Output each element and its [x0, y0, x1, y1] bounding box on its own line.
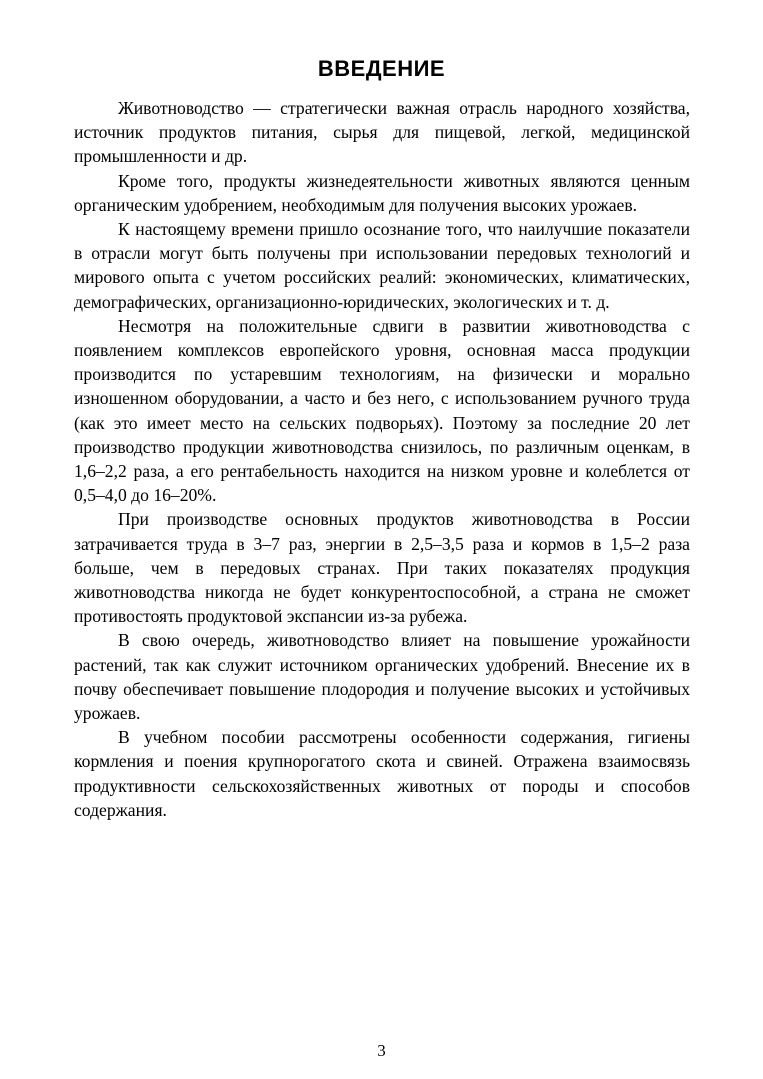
- paragraph: Несмотря на положительные сдвиги в развитии животноводства с появлением комплексов европейского уровня, основная масса продукции производится по устаревшим технологиям, на физически и морально изношенном оборудовании, а часто и без него, с использованием ручного труда (как это имеет место на сельских подворьях). Поэтому за последние 20 лет производство продукции животноводства снизилось, по различным оценкам, в 1,6–2,2 раза, а его рентабельность находится на низком уровне и колеблется от 0,5–4,0 до 16–20%.: [74, 315, 690, 506]
- paragraph: Животноводство — стратегически важная отрасль народного хозяйства, источник продуктов питания, сырья для пищевой, легкой, медицинской промышленности и др.: [74, 98, 690, 167]
- page-number: 3: [377, 1041, 386, 1060]
- paragraph: В учебном пособии рассмотрены особенности содержания, гигиены кормления и поения крупнорогатого скота и свиней. Отражена взаимосвязь продуктивности сельскохозяйственных животных от породы и способов содержания.: [74, 727, 690, 820]
- paragraph: Кроме того, продукты жизнедеятельности животных являются ценным органическим удобрением, необходимым для получения высоких урожаев.: [74, 170, 690, 215]
- paragraph: В свою очередь, животноводство влияет на повышение урожайности растений, так как служит источником органических удобрений. Внесение их в почву обеспечивает повышение плодородия и получение высоких и устойчивых урожаев.: [74, 630, 690, 724]
- paragraph: К настоящему времени пришло осознание того, что наилучшие показатели в отрасли могут быть получены при использовании передовых технологий и мирового опыта с учетом российских реалий: экономических, климатических, демографических, организационно-юридических, экологических и т. д.: [74, 219, 690, 312]
- page-title: ВВЕДЕНИЕ: [317, 56, 446, 81]
- paragraph: При производстве основных продуктов животноводства в России затрачивается труда в 3–7 раз, энергии в 2,5–3,5 раза и кормов в 1,5–2 раза больше, чем в передовых странах. При таких показателях продукция животноводства никогда не будет конкурентоспособной, а страна не сможет противостоять продуктовой экспансии из-за рубежа.: [74, 509, 690, 627]
- body-text: [74, 96, 690, 822]
